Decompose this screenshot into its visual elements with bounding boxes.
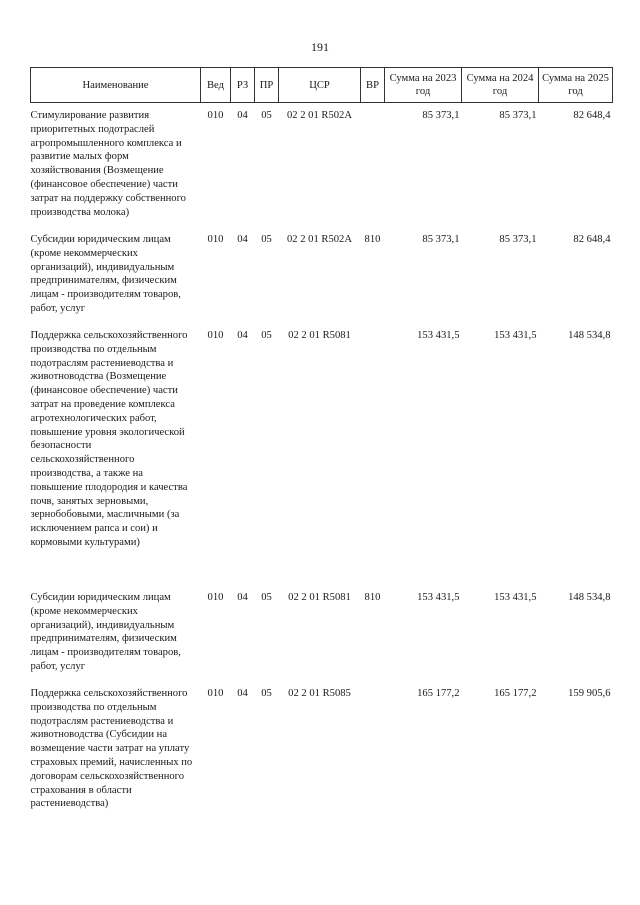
row-ved: 010 [207, 330, 224, 341]
row-ved: 010 [207, 592, 224, 603]
row-rz: 04 [237, 592, 248, 603]
row-vr [361, 687, 385, 839]
row-ved: 010 [207, 688, 224, 699]
table-header-row [31, 68, 613, 103]
row-sum-2023: 85 373,1 [422, 110, 460, 121]
row-vr [361, 103, 385, 234]
row-rz: 04 [237, 234, 248, 245]
table-row [31, 687, 613, 839]
budget-table [30, 67, 613, 839]
page-number: 191 [311, 40, 329, 54]
row-pr: 05 [261, 688, 272, 699]
row-sum-2023: 165 177,2 [417, 688, 460, 699]
table-row [31, 103, 613, 234]
row-sum-2024: 165 177,2 [494, 688, 537, 699]
row-sum-2024: 153 431,5 [494, 330, 537, 341]
row-csr: 02 2 01 R5081 [288, 330, 351, 341]
header-rz: РЗ [231, 68, 255, 103]
row-sum-2025: 148 534,8 [568, 330, 611, 341]
row-sum-2023: 153 431,5 [417, 592, 460, 603]
header-csr: ЦСР [279, 68, 361, 103]
row-ved: 010 [207, 110, 224, 121]
header-sum-2024: Сумма на 2024 год [462, 68, 539, 103]
row-vr: 810 [364, 592, 381, 603]
row-name: Поддержка сельскохозяйственного производства по отдельным подотраслям растениеводства и животноводства (Субсидии на возмещение части затрат на уплату страховых премий, начисленных по договорам сельскохозяйственного страхования в области растениеводства) [30, 688, 193, 810]
row-rz: 04 [237, 330, 248, 341]
header-vr: ВР [361, 68, 385, 103]
table-row [31, 329, 613, 591]
header-ved: Вед [201, 68, 231, 103]
header-name: Наименование [31, 68, 201, 103]
row-pr: 05 [261, 110, 272, 121]
row-sum-2024: 85 373,1 [499, 234, 537, 245]
row-pr: 05 [261, 234, 272, 245]
row-sum-2025: 82 648,4 [573, 234, 611, 245]
row-sum-2024: 153 431,5 [494, 592, 537, 603]
row-name: Поддержка сельскохозяйственного производства по отдельным подотраслям растениеводства и животноводства (Возмещение (финансовое обеспечение) части затрат на проведение комплекса агротехнологических работ, повышение уровня экологической безопасности сельскохозяйственного производства, а также на повышение плодородия и качества почв, занятых зерновыми, зернобобовыми, масличными (за исключением рапса и сои) и кормовыми культурами) [30, 330, 188, 548]
row-rz: 04 [237, 110, 248, 121]
table-row [31, 233, 613, 329]
row-name: Субсидии юридическим лицам (кроме некоммерческих организаций), индивидуальным предпринимателям, физическим лицам - производителям товаров, работ, услуг [30, 234, 181, 314]
row-pr: 05 [261, 330, 272, 341]
table-row [31, 591, 613, 687]
row-vr [361, 329, 385, 591]
row-name: Стимулирование развития приоритетных подотраслей агропромышленного комплекса и развитие малых форм хозяйствования (Возмещение (финансовое обеспечение) части затрат на поддержку собственного производства молока) [30, 110, 186, 218]
header-sum-2023: Сумма на 2023 год [385, 68, 462, 103]
row-sum-2025: 82 648,4 [573, 110, 611, 121]
row-sum-2023: 85 373,1 [422, 234, 460, 245]
row-csr: 02 2 01 R5085 [288, 688, 351, 699]
row-name: Субсидии юридическим лицам (кроме некоммерческих организаций), индивидуальным предпринимателям, физическим лицам - производителям товаров, работ, услуг [30, 592, 181, 672]
row-sum-2023: 153 431,5 [417, 330, 460, 341]
header-pr: ПР [255, 68, 279, 103]
row-csr: 02 2 01 R502A [286, 110, 353, 121]
row-ved: 010 [207, 234, 224, 245]
row-vr: 810 [364, 234, 381, 245]
row-pr: 05 [261, 592, 272, 603]
row-rz: 04 [237, 688, 248, 699]
row-sum-2024: 85 373,1 [499, 110, 537, 121]
header-sum-2025: Сумма на 2025 год [539, 68, 613, 103]
row-sum-2025: 148 534,8 [568, 592, 611, 603]
row-csr: 02 2 01 R502A [286, 234, 353, 245]
row-csr: 02 2 01 R5081 [288, 592, 351, 603]
row-sum-2025: 159 905,6 [568, 688, 611, 699]
